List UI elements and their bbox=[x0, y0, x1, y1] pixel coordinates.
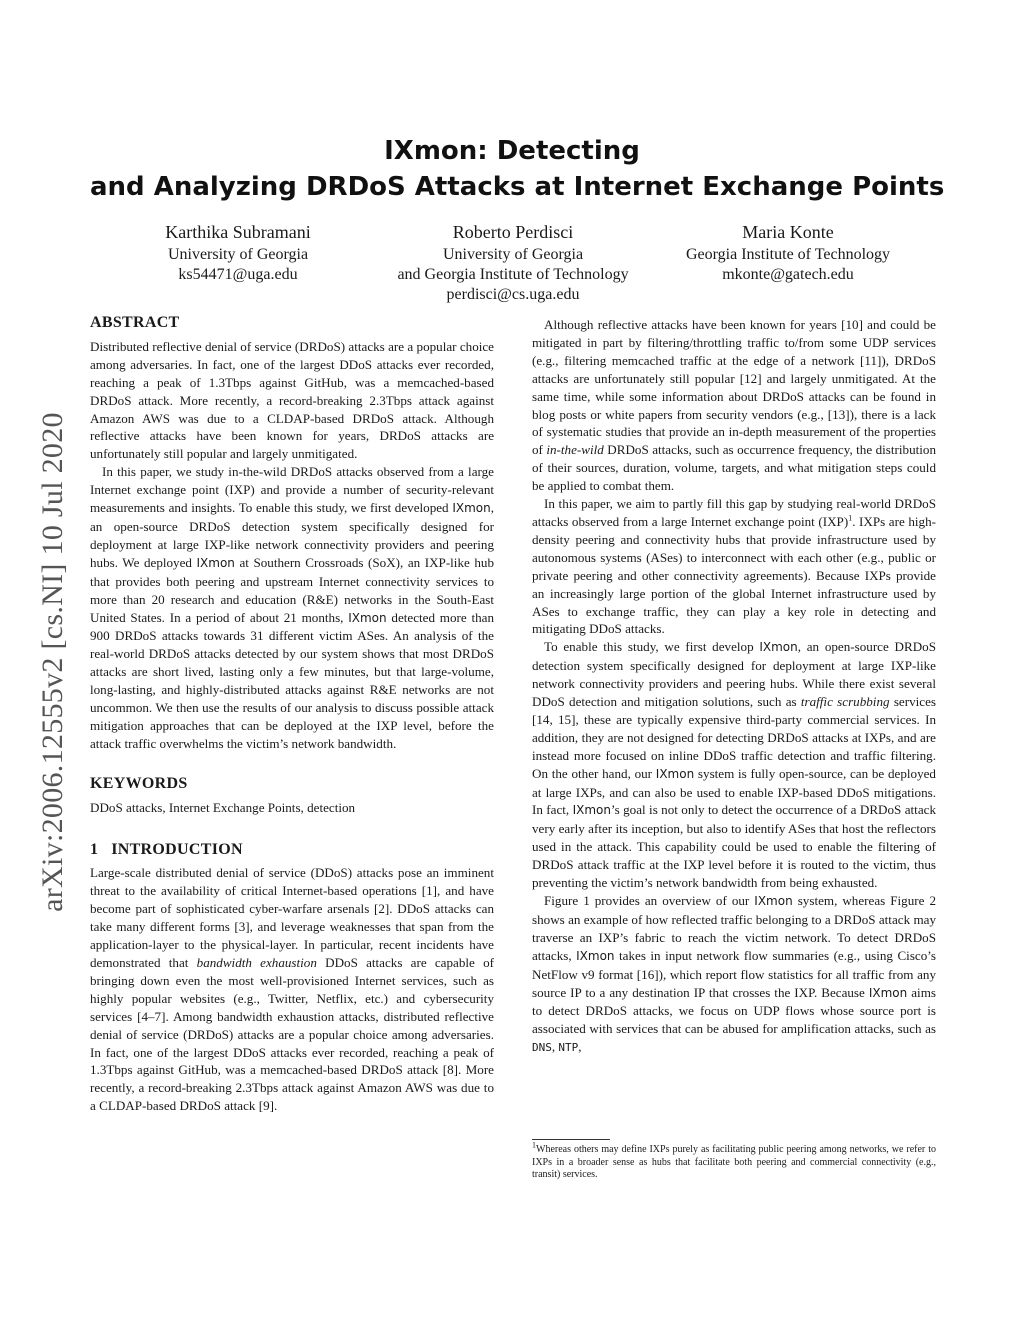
intro-paragraph-4: To enable this study, we first develop IXmon, an open-source DRDoS detection system specifically designed for deployment at large IXP-like network connectivity providers and peering hubs. While there exist several DDoS detection and mitigation solutions, such as traffic scrubbing services [14, 15], these are typically expensive third-party commercial services. In addition, they are not designed for detecting DRDoS attacks at IXPs, and are instead more focused on inline DDoS traffic detection and traffic filtering. On the other hand, our IXmon system is fully open-source, can be deployed at large IXPs, and can also be used to enable IXP-based DDoS mitigations. In fact, IXmon’s goal is not only to detect the occurrence of a DRDoS attack very early after its inception, but also to identify ASes that host the reflectors used in the attack. This capability could be used to enable the filtering of DRDoS attack traffic at the IXP level before it is routed to the victim, thus preventing the victim’s network bandwidth from being exhausted. bbox=[532, 639, 936, 891]
author-email: mkonte@gatech.edu bbox=[722, 266, 854, 283]
intro-paragraph-3: In this paper, we aim to partly fill this gap by studying real-world DRDoS attacks observed from a large Internet exchange point (IXP)$^1$. IXPs are high-density peering and connectivity hubs that provide infrastructure used by autonomous systems (ASes) to interconnect with each other (e.g., public or private peering and other connectivity agreements). Because IXPs provide an increasingly large portion of the global Internet infrastructure used by ASes to exchange traffic, they can play a key role in detecting and mitigating DDoS attacks. bbox=[532, 496, 936, 637]
abstract-paragraph-2: In this paper, we study in-the-wild DRDoS attacks observed from a large Internet exchange point (IXP) and provide a number of security-relevant measurements and insights. To enable this study, we first developed IXmon, an open-source DRDoS detection system specifically designed for deployment at large IXP-like network connectivity providers and peering hubs. We deployed IXmon at Southern Crossroads (SoX), an IXP-like hub that provides both peering and upstream Internet connectivity services to more than 20 research and education (R&E) networks in the South-East United States. In a period of about 21 months, IXmon detected more than 900 DRDoS attacks towards 31 different victim ASes. An analysis of the real-world DRDoS attacks detected by our system shows that most DRDoS attacks are short lived, lasting only a few minutes, but that large-volume, long-lasting, and highly-distributed attacks against R&E networks are not uncommon. We then use the results of our analysis to discuss possible attack mitigation approaches that can be deployed at the IXP level, before the attack traffic overwhelms the victim’s network bandwidth. bbox=[90, 464, 494, 751]
author-affiliation: University of Georgia bbox=[442, 246, 584, 263]
keywords-heading: KEYWORDS bbox=[90, 774, 188, 792]
keywords-text: DDoS attacks, Internet Exchange Points, detection bbox=[90, 799, 356, 815]
system-name: IXmon bbox=[196, 555, 235, 570]
title-line-1: IXmon: Detecting bbox=[384, 136, 640, 166]
author-3 bbox=[666, 220, 910, 285]
footnote-rule bbox=[532, 1139, 610, 1140]
footnote-number: 1 bbox=[532, 1140, 536, 1150]
system-name: IXmon bbox=[572, 803, 611, 818]
author-affiliation-2: and Georgia Institute of Technology bbox=[397, 266, 629, 283]
right-column bbox=[532, 316, 936, 1057]
system-name: IXmon bbox=[868, 985, 908, 1000]
left-column bbox=[90, 314, 494, 1115]
arxiv-identifier: arXiv:2006.12555v2 [cs.NI] 10 Jul 2020 bbox=[36, 412, 69, 912]
author-name: Karthika Subramani bbox=[165, 222, 311, 242]
intro-paragraph-1: Large-scale distributed denial of service (DDoS) attacks pose an imminent threat to the availability of critical Internet-based operations [1], and have become part of sophisticated cyber-warfare arsenals [2]. DDoS attacks can take many different forms [3], and leverage weaknesses that span from the application-layer to the physical-layer. In particular, recent incidents have demonstrated that bandwidth exhaustion DDoS attacks are capable of bringing down even the most well-provisioned Internet services, such as highly popular websites (e.g., Twitter, Netflix, etc.) and cybersecurity services [4–7]. Among bandwidth exhaustion attacks, distributed reflective denial of service (DRDoS) attacks are a popular choice among adversaries. In fact, one of the largest DDoS attacks ever recorded, reaching a peak of 1.3Tbps against GitHub, was a memcached-based DRDoS attack [8]. More recently, a record-breaking 2.3Tbps attack against Amazon AWS was due to a CLDAP-based DRDoS attack [9]. bbox=[90, 865, 494, 1114]
protocol-dns: DNS bbox=[532, 1041, 552, 1055]
author-email: ks54471@uga.edu bbox=[178, 266, 298, 283]
footnote-text: Whereas others may define IXPs purely as facilitating public peering among networks, we refer to IXPs in a broader sense as hubs that facilitate both peering and commercial connectivity (e.g., transit) services. bbox=[532, 1144, 936, 1181]
system-name: IXmon bbox=[655, 766, 695, 781]
introduction-heading: 1 INTRODUCTION bbox=[90, 840, 243, 858]
author-name: Roberto Perdisci bbox=[452, 222, 574, 242]
paper-title bbox=[90, 133, 945, 205]
intro-paragraph-2: Although reflective attacks have been known for years [10] and could be mitigated in part by filtering/throttling traffic to/from some UDP services (e.g., filtering memcached traffic at the edge of a network [11]), DRDoS attacks are unfortunately still popular [12] and largely unmitigated. At the same time, while some information about DRDoS attacks can be found in blog posts or white papers from security vendors (e.g., [13]), there is a lack of systematic studies that provide an in-depth measurement of the properties of in-the-wild DRDoS attacks, such as occurrence frequency, the distribution of their sources, duration, volume, targets, and what mitigation steps could be applied to combat them. bbox=[532, 317, 936, 494]
system-name: IXmon bbox=[759, 640, 798, 655]
abstract-heading: ABSTRACT bbox=[90, 314, 180, 331]
system-name: IXmon bbox=[754, 894, 793, 908]
author-1 bbox=[138, 220, 338, 285]
footnote bbox=[532, 1139, 936, 1182]
intro-paragraph-5: Figure 1 provides an overview of our IXmon system, whereas Figure 2 shows an example of how reflected traffic belonging to a DRDoS attack may traverse an IXP’s fabric to reach the victim network. To detect DRDoS attacks, IXmon takes in input network flow summaries (e.g., using Cisco’s NetFlow v9 format [16]), which report flow statistics for all traffic from any source IP to a any destination IP that crosses the IXP. Because IXmon aims to detect DRDoS attacks, we focus on UDP flows whose source port is associated with services that can be abused for amplification attacks, such as DNS, NTP, bbox=[532, 893, 937, 1055]
abstract-paragraph-1: Distributed reflective denial of service (DRDoS) attacks are a popular choice among adversaries. In fact, one of the largest DDoS attacks ever recorded, reaching a peak of 1.3Tbps against GitHub, was a memcached-based DRDoS attack. More recently, a record-breaking 2.3Tbps attack against Amazon AWS was due to a CLDAP-based DRDoS attack. Although reflective attacks have been known for years, DRDoS attacks are unfortunately still popular and largely unmitigated. bbox=[90, 338, 494, 462]
system-name: IXmon bbox=[348, 610, 387, 625]
author-2 bbox=[372, 220, 654, 305]
author-email: perdisci@cs.uga.edu bbox=[446, 286, 580, 303]
author-affiliation: Georgia Institute of Technology bbox=[685, 246, 891, 263]
author-affiliation: University of Georgia bbox=[167, 246, 309, 263]
footnote-marker: 1 bbox=[848, 513, 853, 523]
system-name: IXmon bbox=[576, 948, 615, 963]
system-name: IXmon bbox=[452, 501, 491, 516]
protocol-ntp: NTP bbox=[558, 1041, 579, 1055]
author-name: Maria Konte bbox=[742, 222, 834, 242]
title-line-2: and Analyzing DRDoS Attacks at Internet Exchange Points bbox=[90, 172, 945, 202]
